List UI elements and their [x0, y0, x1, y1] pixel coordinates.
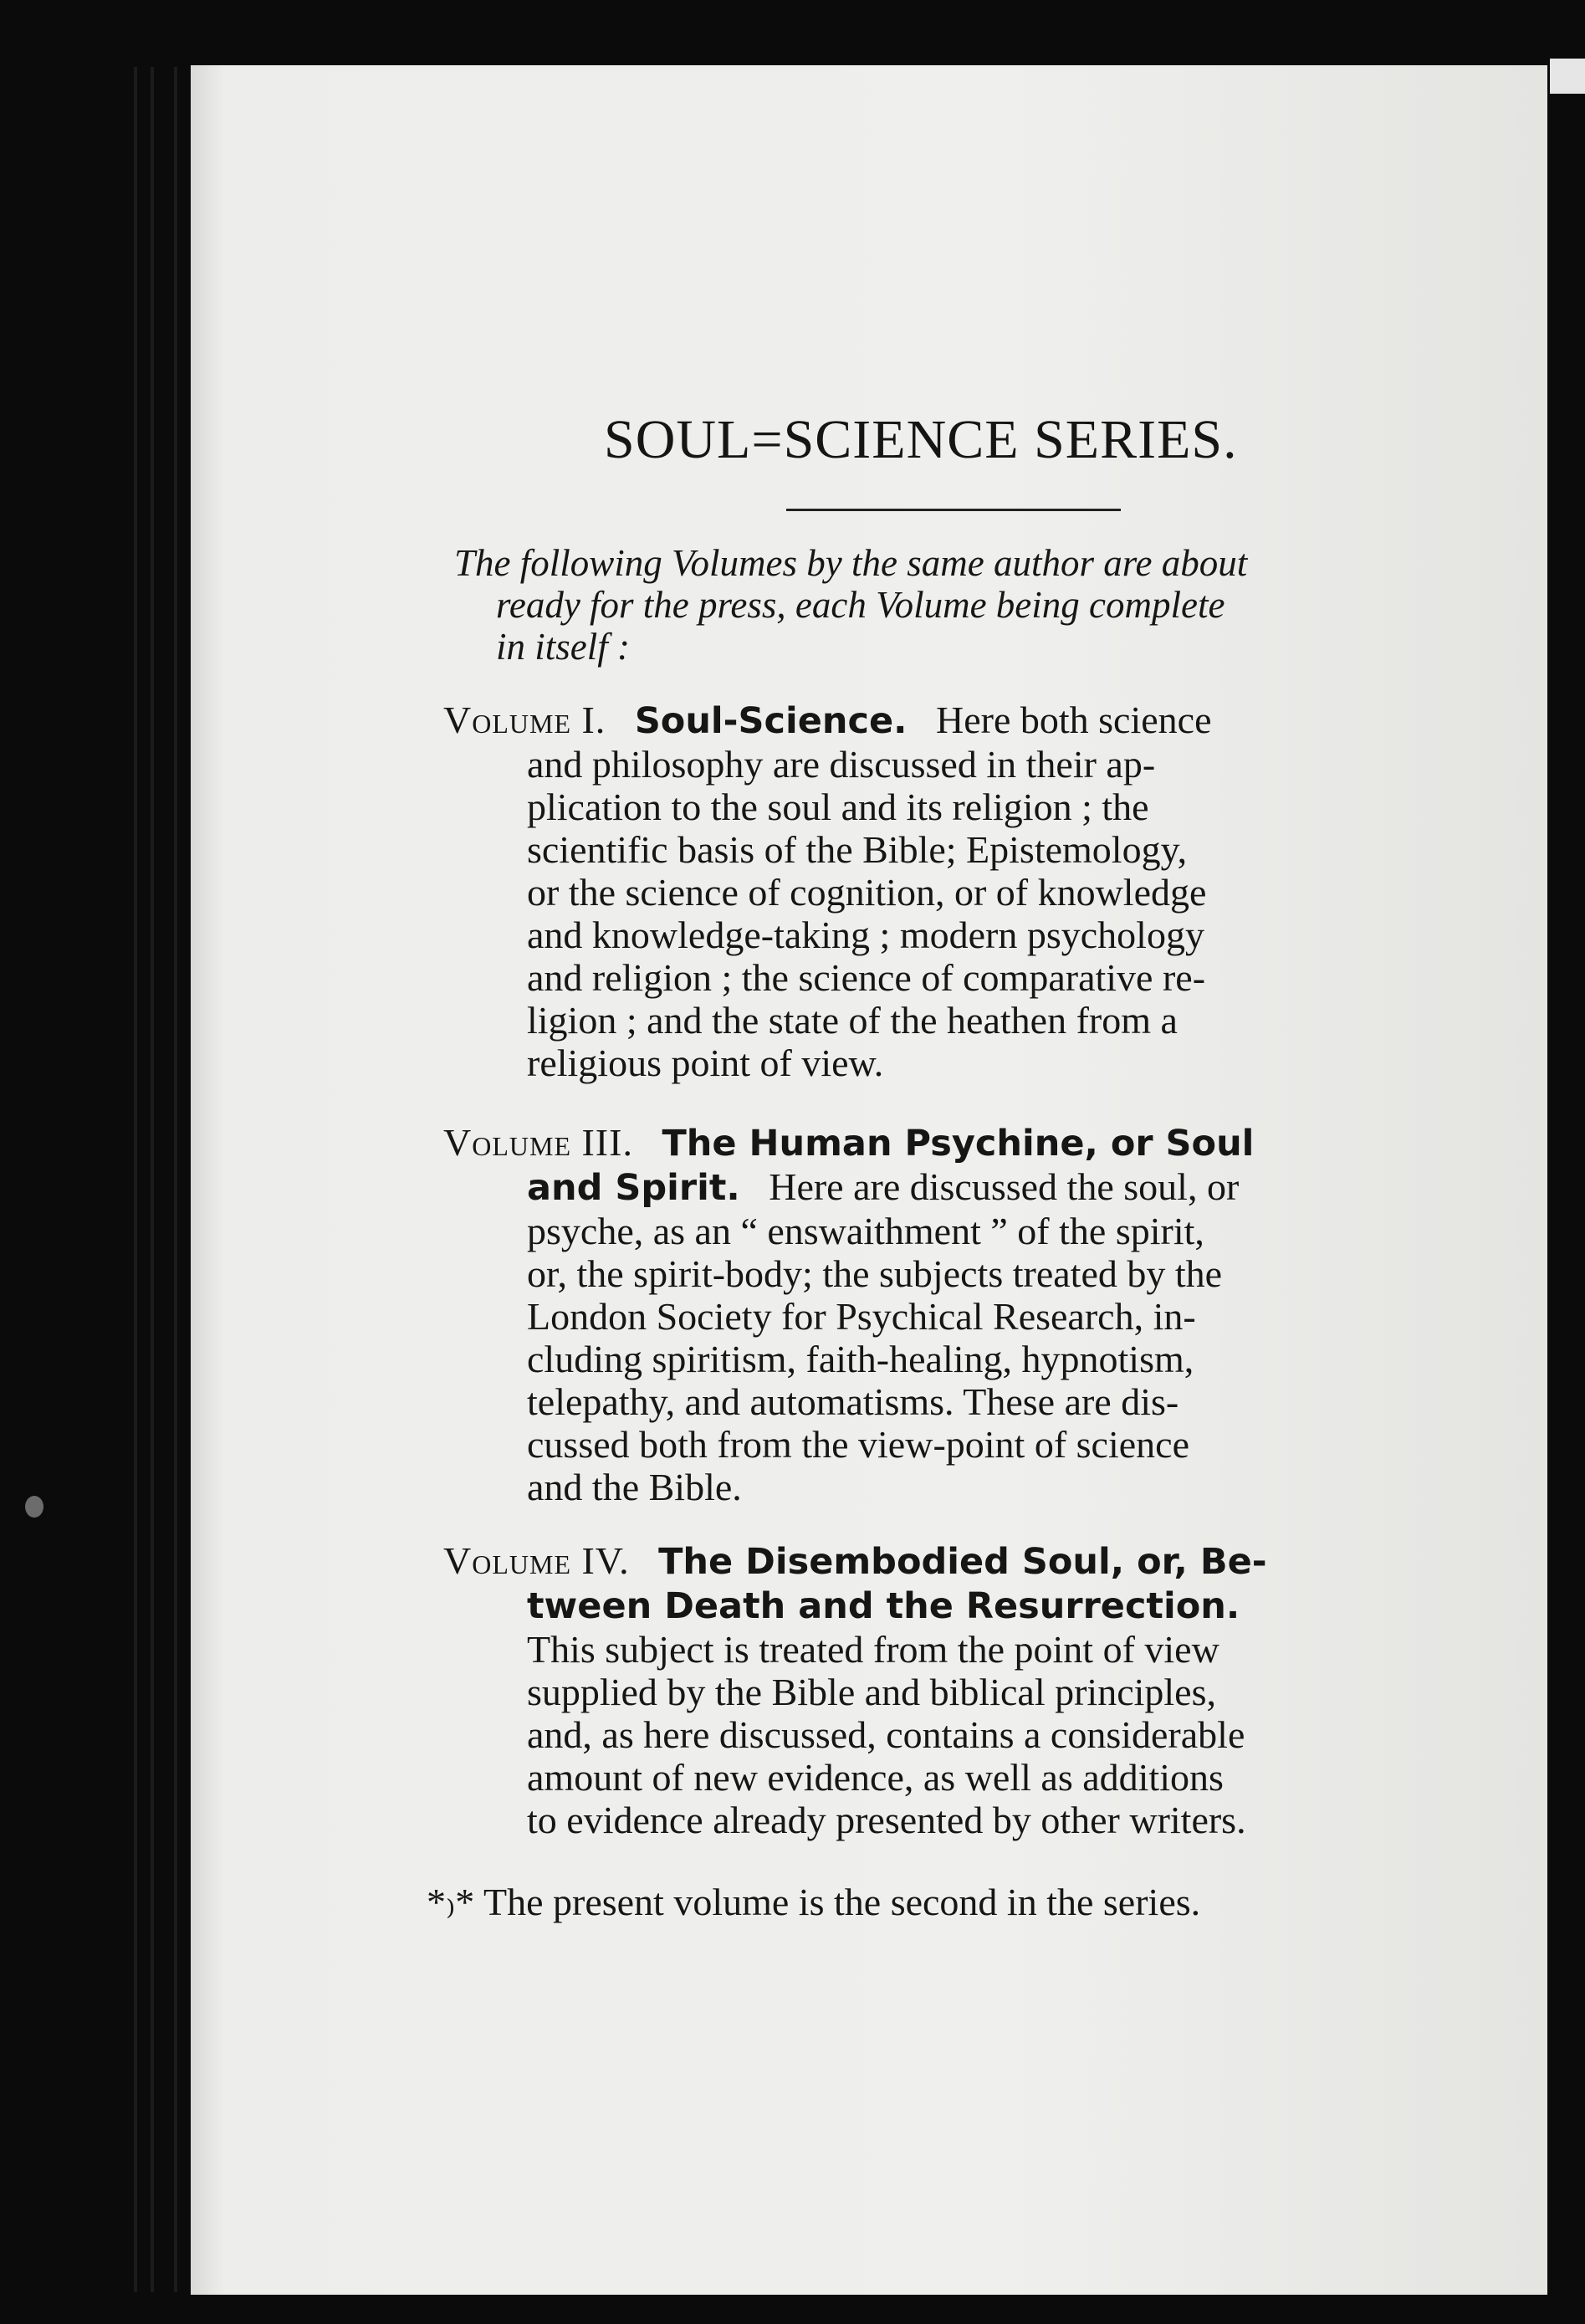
volume-3-line: psyche, as an “ enswaithment ” of the spirit,	[527, 1210, 1204, 1252]
intro-line-1: The following Volumes by the same author are about	[454, 542, 1248, 584]
volume-4-line: amount of new evidence, as well as additions	[527, 1756, 1224, 1799]
series-note	[427, 1881, 1430, 1924]
volume-3-line: cussed both from the view-point of science	[527, 1423, 1189, 1466]
volume-4-line: to evidence already presented by other writers.	[527, 1799, 1246, 1841]
volume-3-entry	[443, 1121, 1430, 1508]
intro-line-2: ready for the press, each Volume being complete	[496, 584, 1225, 626]
asterism-mark: *₎*	[427, 1881, 475, 1923]
volume-1-heading: Soul-Science.	[634, 700, 908, 742]
volume-3-line: Here are discussed the soul, or	[769, 1165, 1240, 1208]
volume-4-line: This subject is treated from the point of view	[527, 1628, 1219, 1671]
scan-speck	[25, 1496, 43, 1518]
volume-4-entry	[443, 1539, 1430, 1841]
volume-3-heading-line-2: and Spirit.	[527, 1167, 740, 1209]
volume-1-line: plication to the soul and its religion ; the	[527, 786, 1149, 828]
volume-3-line: cluding spiritism, faith-healing, hypnotism,	[527, 1338, 1194, 1380]
volume-1-label: Volume I.	[443, 699, 606, 741]
volume-1-entry	[443, 699, 1430, 1084]
volume-1-line: scientific basis of the Bible; Epistemology,	[527, 828, 1188, 871]
volume-3-heading-line-1: The Human Psychine, or Soul	[662, 1123, 1255, 1165]
title-rule	[786, 509, 1121, 511]
volume-4-label: Volume IV.	[443, 1539, 630, 1582]
volume-4-line: and, as here discussed, contains a considerable	[527, 1713, 1245, 1756]
page-edges	[125, 67, 201, 2292]
volume-1-line: and philosophy are discussed in their ap-	[527, 743, 1156, 786]
volume-3-line: telepathy, and automatisms. These are dis-	[527, 1380, 1179, 1423]
series-note-text: The present volume is the second in the series.	[483, 1881, 1201, 1923]
intro-paragraph	[454, 542, 1431, 668]
volume-4-line: supplied by the Bible and biblical principles,	[527, 1671, 1217, 1713]
page-title: SOUL=SCIENCE SERIES.	[604, 409, 1238, 470]
volume-1-line: or the science of cognition, or of knowledge	[527, 871, 1207, 914]
scan-margin-strip	[1550, 59, 1585, 94]
volume-1-line: ligion ; and the state of the heathen from a	[527, 999, 1178, 1042]
volume-4-heading-line-1: The Disembodied Soul, or, Be-	[658, 1541, 1267, 1583]
volume-4-heading-line-2: tween Death and the Resurrection.	[527, 1585, 1240, 1627]
volume-3-label: Volume III.	[443, 1121, 633, 1164]
volume-3-line: London Society for Psychical Research, in-	[527, 1295, 1196, 1338]
volume-3-line: and the Bible.	[527, 1466, 742, 1508]
volume-1-line: Here both science	[935, 699, 1212, 741]
volume-3-line: or, the spirit-body; the subjects treated by the	[527, 1252, 1223, 1295]
intro-line-3: in itself :	[496, 626, 630, 668]
volume-1-line: religious point of view.	[527, 1042, 884, 1084]
volume-1-line: and religion ; the science of comparative re-	[527, 956, 1206, 999]
volume-1-line: and knowledge-taking ; modern psychology	[527, 914, 1204, 956]
